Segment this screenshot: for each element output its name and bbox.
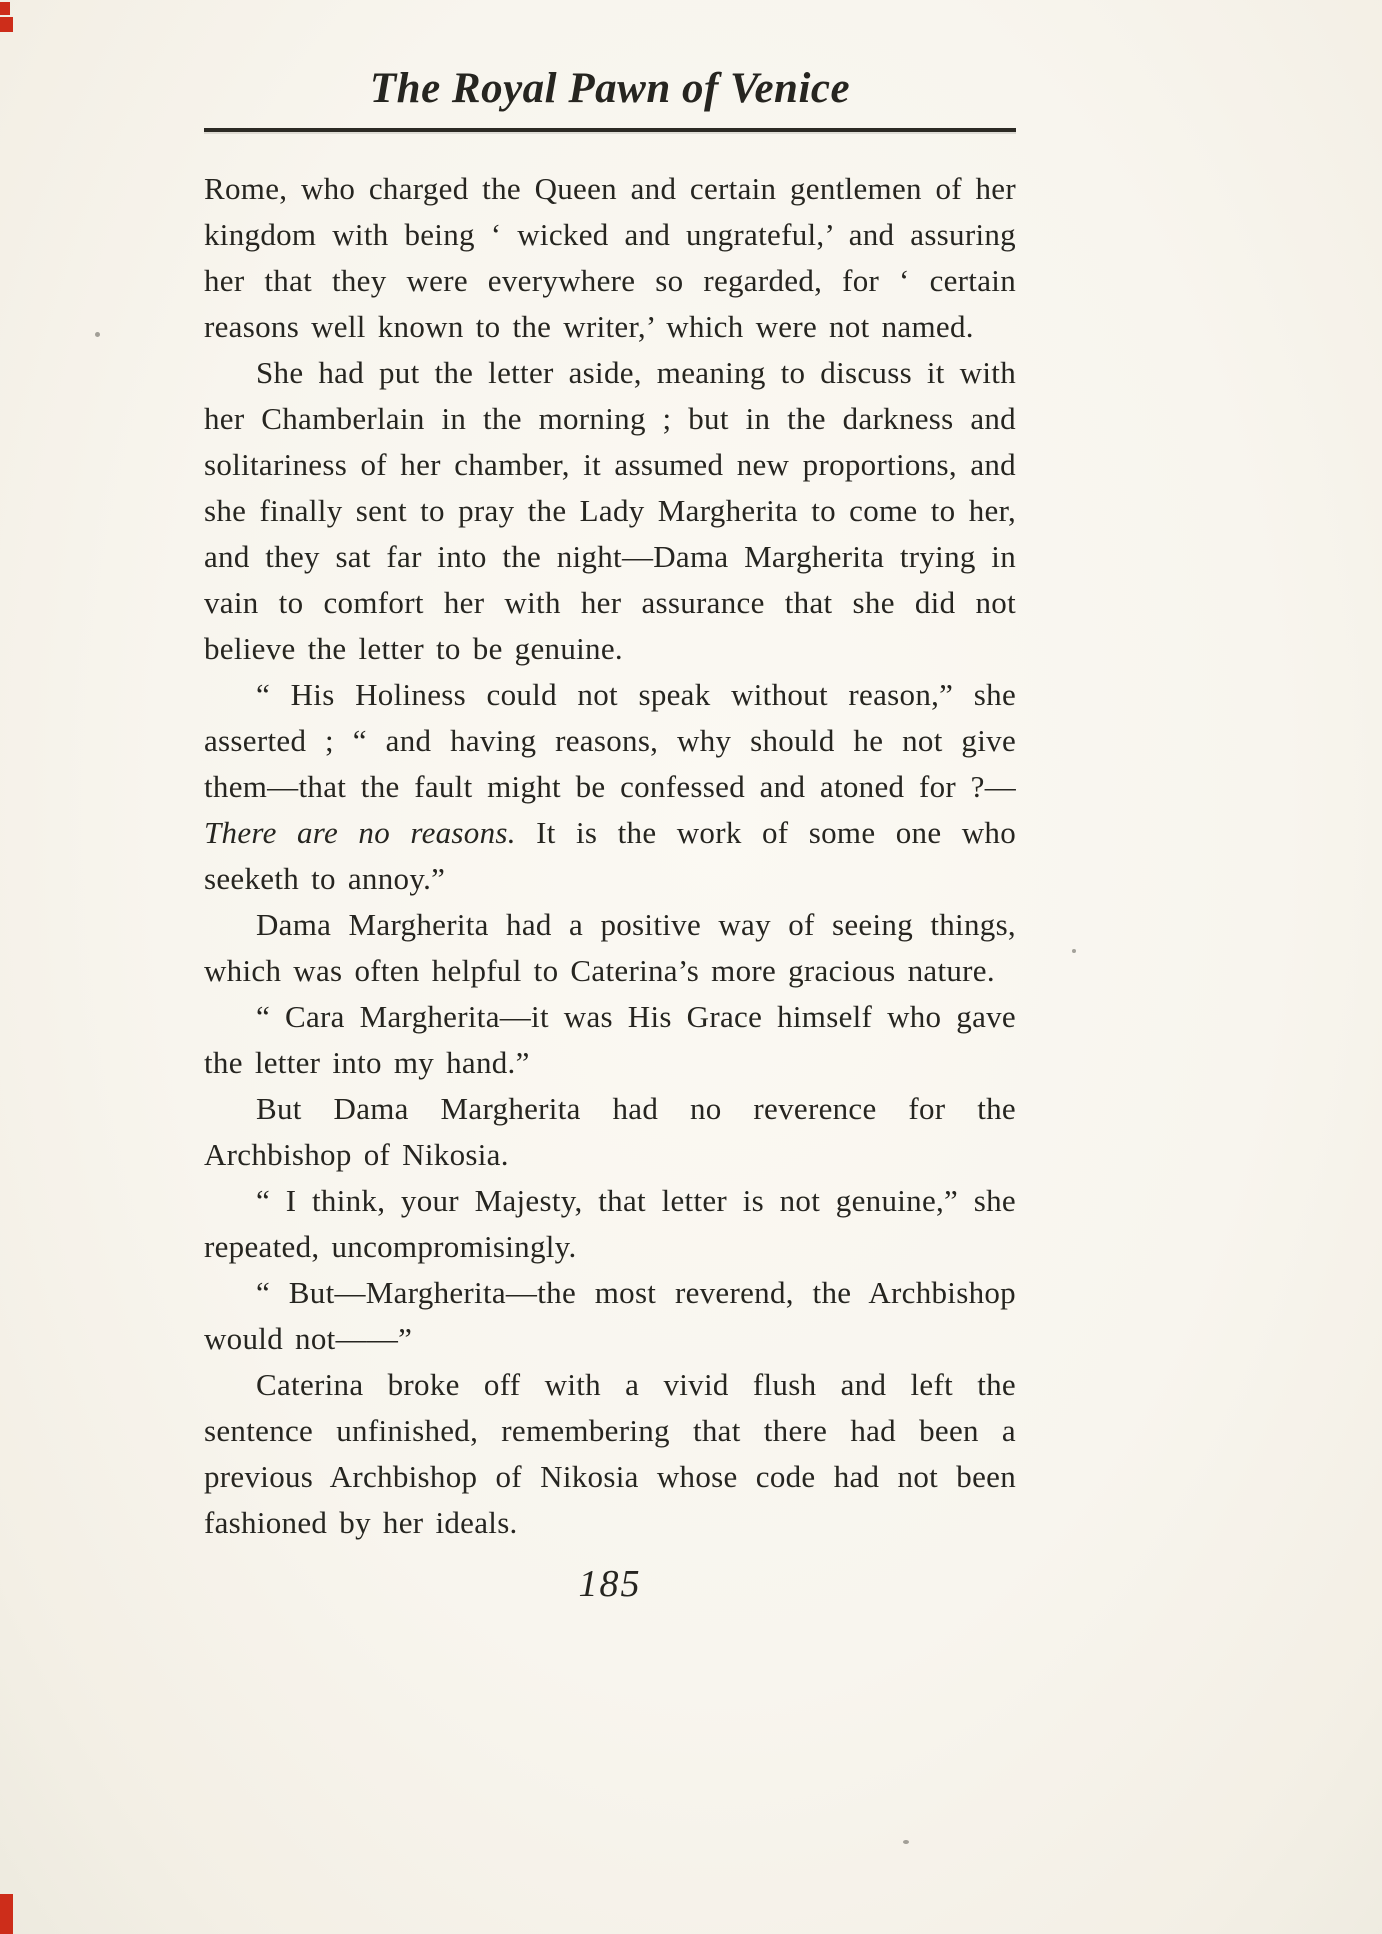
paragraph [204,672,1016,902]
text-segment: “ Cara Margherita—it was His Grace himself who gave the letter into my hand.” [204,999,1016,1080]
text-segment: There are no reasons. [204,815,516,850]
scan-speck [1072,949,1076,953]
text-segment: She had put the letter aside, meaning to discuss it with her Chamberlain in the morning ; but in the darkness and solitariness of her chamber, it assumed new proportions, and she finally sent to pray the Lady Margherita to come to her, and they sat far into the night—Dama Margherita trying in vain to comfort her with her assurance that she did not believe the letter to be genuine. [204,355,1016,666]
page-body [204,166,1016,1546]
scan-speck [95,332,100,337]
text-segment: “ But—Margherita—the most reverend, the Archbishop would not——” [204,1275,1016,1356]
header-rule [204,128,1016,132]
scan-red-edge-mark-top-2 [0,17,13,32]
text-segment: Caterina broke off with a vivid flush and left the sentence unfinished, remembering that there had been a previous Archbishop of Nikosia whose code had not been fashioned by her ideals. [204,1367,1016,1540]
paragraph [204,994,1016,1086]
running-title: The Royal Pawn of Venice [369,65,851,112]
paragraph [204,902,1016,994]
page-number: 185 [578,1563,642,1605]
text-column [204,62,1016,1606]
text-segment: It is the work of some one who seeketh to annoy.” [204,815,1016,896]
paragraph [204,1086,1016,1178]
text-segment: Dama Margherita had a positive way of seeing things, which was often helpful to Caterina’s more gracious nature. [204,907,1016,988]
scan-red-edge-mark-bottom [0,1894,13,1934]
scan-red-edge-mark-top [0,2,10,15]
paragraph [204,1362,1016,1546]
paragraph [204,166,1016,350]
paragraph [204,1178,1016,1270]
text-segment: But Dama Margherita had no reverence for the Archbishop of Nikosia. [204,1091,1016,1172]
paragraph [204,350,1016,672]
page-header [204,62,1016,132]
text-segment: Rome, who charged the Queen and certain gentlemen of her kingdom with being ‘ wicked and ungrateful,’ and assuring her that they were everywhere so regarded, for ‘ certain reasons well known to the writer,’ which were not named. [204,171,1016,344]
scan-speck [903,1840,909,1844]
text-segment: “ His Holiness could not speak without reason,” she asserted ; “ and having reasons, why should he not give them—that the fault might be confessed and atoned for ?— [204,677,1016,804]
paragraph [204,1270,1016,1362]
text-segment: “ I think, your Majesty, that letter is not genuine,” she repeated, uncompromisingly. [204,1183,1016,1264]
